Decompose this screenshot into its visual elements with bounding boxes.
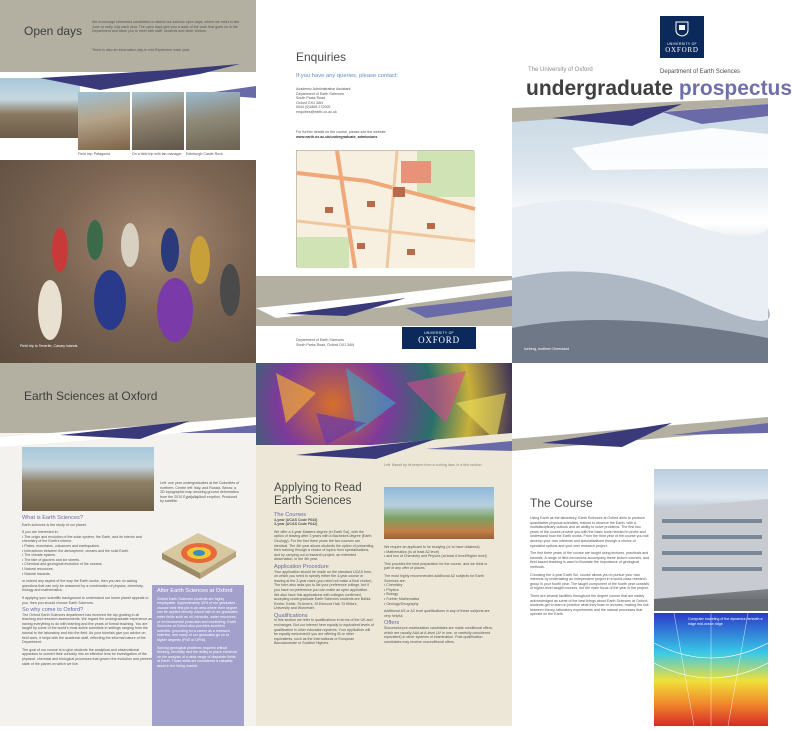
open-days-panel — [0, 0, 256, 363]
deformation-3d-map — [158, 523, 240, 583]
subjects-list — [384, 583, 494, 606]
course-paragraph: There are several facilities throughout the degree course that are widely acknowledged as some of the best things about Earth Sciences at Oxford: students get to learn in practice what they learn in lectures, making the link between theory, laboratory experiments and the natural processes that operate on the Earth. — [530, 593, 649, 617]
group-figures — [0, 160, 256, 363]
mantle-model-figure — [654, 613, 768, 726]
after-heading: After Earth Sciences at Oxford — [157, 588, 233, 594]
extra-note: Additional AS or A2 level qualifications in any of these subjects are very helpful. — [384, 609, 490, 618]
qualifications-text: In this section we refer to qualifications in terms of the UK and exchanges. But our interest here equally to equivalent levels of qualification in other education systems. Your application will be equally welcomed if you are offering IB or other equivalents, such as the International or European Baccalaureate or Scottish Highers. — [274, 618, 374, 646]
list-item: • Further Mathematics — [384, 597, 494, 602]
open-days-title: Open days — [24, 24, 83, 38]
photo-caption: Left: Basalt by its texture from a cooling lava, in a thin section — [384, 463, 482, 467]
why-heading: So why come to Oxford? — [22, 607, 84, 614]
logo-university: UNIVERSITY OF — [667, 42, 697, 46]
offers-heading: Offers — [384, 620, 400, 627]
iceberg-photo — [512, 108, 768, 363]
field-group-photo — [0, 160, 256, 363]
why-text: The Oxford Earth Sciences department has received the top grading in all teaching and research assessments. We regard the undergraduate experience as having everything to do with learning and five years of formal teaching. You are taught by some of the world's most active scientists in settings ranging from the tutorial to the laboratory and into the field. As your tutorials give you advice on field work, it helps with the academic staff, reflecting the informal nature of the Department. — [22, 612, 152, 645]
address-line: South Parks Road — [296, 96, 326, 101]
offers-text: Successful pre-matriculation candidates are made conditional offers, which are usually AAA at A-level (A* in one, or carefully considered equivalent) in other systems of examination. Post-qualification candidates may receive unconditional offers. — [384, 625, 493, 644]
list-item: • Natural resources. — [22, 567, 152, 572]
crest-icon — [675, 21, 689, 37]
what-section — [22, 516, 152, 669]
logo-university: UNIVERSITY OF — [424, 331, 454, 335]
course-paragraph: The first three years of the course are taught using lectures, practicals and tutorials. A range of field excursions accompany these lecture courses, and field-based teaching is used to illustrate the importance of geological methods. — [530, 551, 650, 569]
cover-university: The University of Oxford — [528, 67, 593, 73]
cover-department: Department of Earth Sciences — [660, 69, 741, 75]
list-item: • Interactions between the atmosphere, oceans and the solid Earth. — [22, 549, 152, 554]
subjects-lead: The most highly recommended additional A2 subjects for Earth Sciences are: — [384, 573, 484, 583]
qualifications-heading: Qualifications — [274, 612, 308, 619]
interest-lead: If you are interested in: — [22, 530, 59, 535]
location-map — [296, 150, 474, 267]
after-text: Oxford Earth Sciences students are highly employable. Approximately 40% of our graduates choose their first job in an area where their degree can be applied directly. About half of our graduates enter fields such as oil, minerals, water resources, or environmental protection and monitoring. Earth Sciences at Oxford also provides excellent scientific grounding for a career as a research scientist, and many of our graduates go on to higher degrees (PhD or DPhil). — [157, 596, 238, 642]
field-trip-photo-3 — [186, 92, 240, 150]
cover-panel — [512, 0, 792, 363]
after-box — [152, 585, 244, 726]
footer-line: South Parks Road, Oxford OX1 3AN — [296, 342, 355, 347]
cover-title-part1: undergraduate — [526, 77, 674, 100]
procedure-heading: Application Procedure — [274, 563, 329, 570]
department-building-photo — [654, 469, 768, 611]
photo-caption: Edinburgh Castle Rock — [186, 152, 223, 156]
address-line: Department of Earth Sciences — [296, 91, 344, 96]
what-lead: Earth sciences is the study of our planet. — [22, 522, 87, 527]
earth-sciences-title: Earth Sciences at Oxford — [24, 389, 158, 403]
applying-panel — [256, 363, 512, 726]
procedure-text: Your application should be made on the standard UCAS form, on which you need to specify either the 4-year course or leaving at the 3-year mark (you need not make a final choice). The form also asks you to list your preference college, but if you have no preference you can make an open application. We also have this applications with colleges confirmed, accepting undergraduate Earth Sciences students are Balliol, Exeter, Keble, St Anne's, St Edmund Hall, St Hilda's, University and Worcester. — [274, 569, 373, 611]
swoosh-decoration — [512, 413, 768, 453]
phone-number: 0044 (0)1865 272000 — [296, 105, 331, 110]
swoosh-decoration — [0, 417, 256, 447]
requirements-lead: We require an applicant to be studying (or to have obtained): — [384, 545, 481, 549]
course-panel — [512, 363, 768, 726]
requirements-list — [384, 550, 494, 559]
open-days-intro: We encourage interested candidates to attend our science open days, where we meet in late June or early July each year. The open days give you a taste of the work that goes on in the Department and allow you to meet with staff, students and other visitors. — [92, 20, 240, 34]
goal-text: The goal of our course is to give students the analytical and observational apparatus to convert their curiosity into an effective lens for investigation of the physical, chemical and biological processes that govern the evolution and present state of the planet on which we live. — [22, 647, 152, 666]
requirements-prep: This provides the best preparation for the course, and we think is part of any offer of places. — [384, 561, 488, 571]
after-text-2: Solving geological problems requires critical thinking, flexibility and the ability to place evidence on the analysis of a wide range of disparate fields of Earth. Those skills are considered a valuable asset in the hiring market. — [157, 645, 238, 668]
website-link[interactable]: www.earth.ox.ac.uk/undergraduate_admissions — [296, 134, 378, 139]
email-link[interactable]: enquiries@earth.ox.ac.uk — [296, 109, 337, 114]
contact-prompt: If you have any queries, please contact: — [296, 73, 399, 79]
model-caption: Computer modeling of the dynamics beneath a ridge mid-ocean ridge — [688, 617, 763, 626]
earth-sciences-panel — [0, 363, 256, 726]
main-photo-caption: Field trip to Tenerife, Canary Islands — [20, 344, 78, 348]
photo-caption: Field trip: Patagonia — [78, 152, 110, 156]
cliff-photo — [384, 487, 494, 539]
address-line: Oxford OX1 3AN — [296, 100, 323, 105]
building-scene — [654, 469, 768, 611]
website-info — [296, 130, 486, 139]
list-item: • Chemistry — [384, 583, 494, 588]
applying-right-column — [384, 545, 494, 644]
list-item: • Chemical and geological evolution of the oceans. — [22, 562, 152, 567]
field-trip-photo-1 — [78, 92, 130, 150]
list-item: • The climate system. — [22, 553, 152, 558]
swoosh-decoration — [256, 280, 512, 330]
cover-title-part2: prospectus — [678, 77, 792, 100]
interest-outro: or indeed any aspect of the way the Earth works, then you are on asking questions that can only be answered by a combination of physics, chemistry, biology and mathematics. — [22, 579, 144, 593]
iceberg-scene — [512, 108, 768, 363]
courses-heading: The Courses — [274, 512, 307, 518]
swoosh-decoration — [512, 98, 768, 138]
open-days-info-day: There is also an information day in mid-September each year. — [92, 48, 191, 52]
website-lead: For further details on the course, please see the website: — [296, 130, 387, 134]
list-item: • and two of Chemistry and Physics (at least A level/Higher level) — [384, 554, 494, 559]
list-item: • Plates, mountains, volcanoes and earthquakes. — [22, 544, 152, 549]
oxford-crest-logo — [660, 16, 704, 58]
oxford-logo — [402, 327, 476, 349]
course-paragraph: Using Earth as the laboratory, Earth Sciences at Oxford aims to produce quantitative physical scientists, trained to observe the Earth, with a multidisciplinary outlook and an ability to solve problems. The first two years of the course provide you with the basic tools needed to probe and understand how the Earth works. From the third year of the course you will develop your own interests and specialisations through a choice of specialist options and your own research project. — [530, 516, 649, 548]
cover-photo-caption: Iceberg, northern Greenland — [524, 347, 570, 351]
footer-address — [296, 338, 416, 347]
interests-list — [22, 535, 152, 576]
what-heading: What is Earth Sciences? — [22, 515, 83, 521]
list-item: • Natural hazards. — [22, 572, 152, 577]
course-text: We offer a 4-year Masters degree (in Earth Sci), with the option of leaving after 3 years with a Bachelors degree (Earth Geology). For the first three years the two courses are identical. The 4th year allows students the option of presenting their training through a choice of topics from specialisations, and by carrying out a research project, an extended dissertation, in the 4th year. — [274, 529, 374, 562]
course-text — [530, 516, 650, 620]
logo-name: OXFORD — [418, 335, 460, 345]
applying-left-column — [274, 513, 374, 646]
field-trip-photo-2 — [132, 92, 184, 150]
street-map — [297, 151, 475, 268]
address-line: Academic Administrative Assistant — [296, 87, 351, 91]
logo-name: OXFORD — [665, 46, 699, 54]
applying-title: Applying to Read Earth Sciences — [274, 482, 362, 507]
course-code: 4-year (UCAS Code F643) — [274, 517, 318, 522]
course-code: 3-year (UCAS Code F642) — [274, 522, 318, 527]
list-item: • Mathematics (to at least A2 level) — [384, 550, 494, 555]
course-paragraph: Choosing the 4-year Earth Sci. course allows you to pursue your own interests by undertaking an independent project in a world-class research group in your fourth year. The taught component of the fourth year consists of higher-level taught courses, but the main focus of the year is the project. — [530, 572, 649, 591]
enquiries-panel — [256, 0, 512, 363]
footer-line: Department of Earth Sciences — [296, 338, 344, 342]
list-item: • Physics — [384, 588, 494, 593]
course-title: The Course — [530, 496, 593, 510]
enquiries-title: Enquiries — [296, 50, 347, 64]
list-item: • Geology/Geography — [384, 602, 494, 607]
swoosh-decoration — [256, 433, 512, 467]
model-heatmap — [654, 613, 768, 726]
photo-caption: On a field trip with lab manager — [132, 152, 182, 156]
contact-address — [296, 87, 446, 115]
list-item: • The fate of glaciers and ice sheets. — [22, 558, 152, 563]
apply-note: If applying your scientific background to understand our home planet appeals to you, then you should choose Earth Sciences. — [22, 595, 149, 605]
students-field-photo — [22, 447, 154, 511]
list-item: • The origin and evolution of the solar system, the Earth, and its interior and chemistry of the Earth's interior. — [22, 535, 152, 544]
photo-caption: Left: one year undergraduates at the Dolomites of northern. Centre left: Italy, and Russia. Below: a 3D topographic map showing ground deformation from the 2010 Eyjafjallajökull eruption. Produced by satellite. — [160, 481, 240, 504]
list-item: • Biology — [384, 592, 494, 597]
